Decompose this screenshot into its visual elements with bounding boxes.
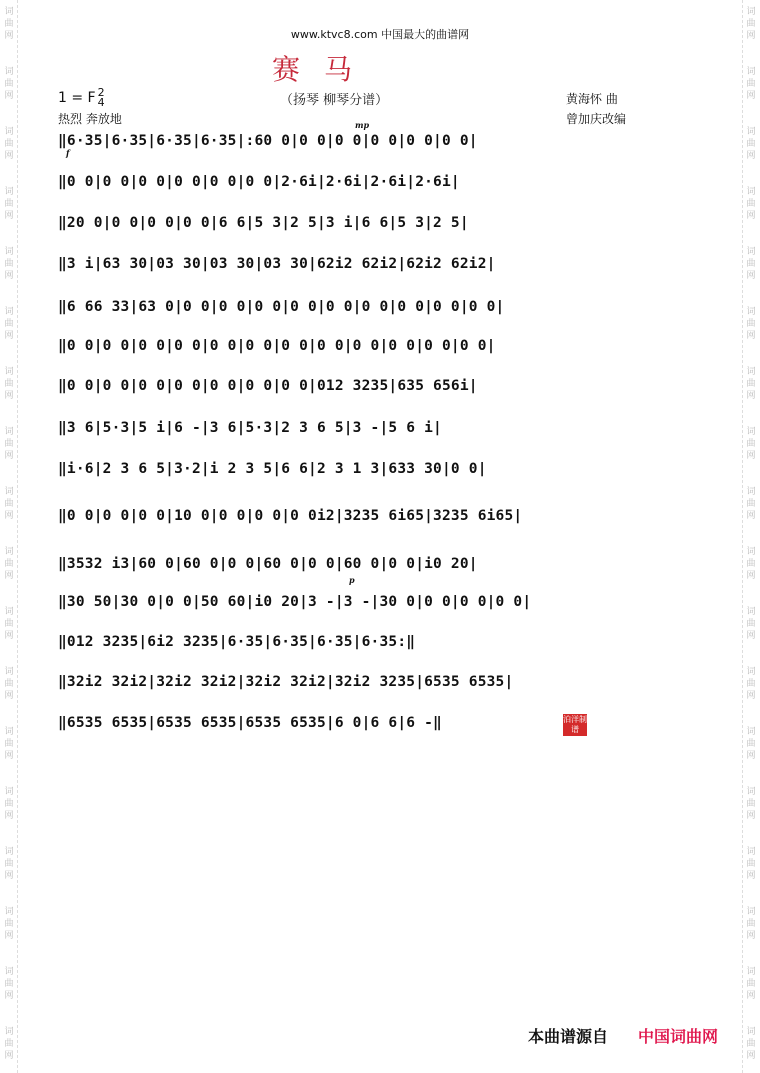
watermark-char: 词 bbox=[746, 967, 756, 977]
watermark-char: 词 bbox=[4, 487, 14, 497]
watermark-char: 词 bbox=[746, 427, 756, 437]
watermark-char: 曲 bbox=[746, 619, 756, 629]
watermark-char: 网 bbox=[4, 931, 14, 941]
watermark-char: 曲 bbox=[4, 319, 14, 329]
score-line: ‖20 0|0 0|0 0|0 0|6 6|5 3|2 5|3 i|6 6|5 3|2 5| bbox=[58, 215, 469, 231]
dynamic-f: f bbox=[66, 148, 70, 158]
watermark-char: 词 bbox=[4, 847, 14, 857]
watermark-char: 曲 bbox=[746, 259, 756, 269]
score-line: ‖6535 6535|6535 6535|6535 6535|6 0|6 6|6 -‖ bbox=[58, 715, 442, 731]
watermark-char: 网 bbox=[746, 271, 756, 281]
left-watermark-strip bbox=[0, 0, 18, 1073]
footer-site-name: 中国词曲网 bbox=[638, 1027, 719, 1046]
watermark-char: 曲 bbox=[746, 1039, 756, 1049]
watermark-char: 词 bbox=[4, 727, 14, 737]
watermark-char: 词 bbox=[746, 487, 756, 497]
watermark-char: 词 bbox=[4, 1027, 14, 1037]
watermark-char: 曲 bbox=[4, 199, 14, 209]
watermark-char: 网 bbox=[4, 511, 14, 521]
score-line: ‖6 66 33|63 0|0 0|0 0|0 0|0 0|0 0|0 0|0 0|0 0|0 0| bbox=[58, 299, 505, 315]
watermark-char: 网 bbox=[746, 451, 756, 461]
watermark-char: 曲 bbox=[746, 979, 756, 989]
watermark-char: 词 bbox=[746, 727, 756, 737]
watermark-char: 曲 bbox=[4, 919, 14, 929]
score-line: ‖3 i|63 30|03 30|03 30|03 30|62i2 62i2|62i2 62i2| bbox=[58, 256, 496, 272]
time-signature bbox=[98, 88, 105, 108]
key-text: 1 = F bbox=[58, 90, 96, 106]
dynamic-p: p bbox=[349, 575, 355, 585]
watermark-char: 词 bbox=[4, 967, 14, 977]
watermark-char: 网 bbox=[746, 931, 756, 941]
watermark-char: 网 bbox=[746, 151, 756, 161]
watermark-char: 曲 bbox=[4, 859, 14, 869]
watermark-char: 词 bbox=[746, 847, 756, 857]
watermark-char: 网 bbox=[746, 1051, 756, 1061]
watermark-char: 曲 bbox=[746, 739, 756, 749]
arranger-stamp: 泊洋制谱 bbox=[563, 715, 587, 734]
watermark-char: 词 bbox=[746, 787, 756, 797]
score-line: ‖30 50|30 0|0 0|50 60|i0 20|3 -|3 -|30 0|0 0|0 0|0 0| bbox=[58, 594, 532, 610]
watermark-char: 词 bbox=[4, 67, 14, 77]
watermark-char: 网 bbox=[4, 151, 14, 161]
watermark-char: 曲 bbox=[4, 559, 14, 569]
watermark-char: 网 bbox=[4, 391, 14, 401]
watermark-char: 网 bbox=[746, 691, 756, 701]
song-subtitle: （扬琴 柳琴分谱） bbox=[280, 93, 389, 108]
tempo-marking: 热烈 奔放地 bbox=[58, 112, 122, 126]
watermark-char: 词 bbox=[746, 547, 756, 557]
score-line: ‖6·35|6·35|6·35|6·35|:60 0|0 0|0 0|0 0|0 0|0 0| bbox=[58, 133, 478, 149]
watermark-char: 网 bbox=[746, 571, 756, 581]
watermark-char: 网 bbox=[4, 211, 14, 221]
watermark-char: 曲 bbox=[746, 859, 756, 869]
watermark-char: 曲 bbox=[4, 799, 14, 809]
watermark-char: 曲 bbox=[746, 379, 756, 389]
watermark-char: 曲 bbox=[746, 559, 756, 569]
key-signature bbox=[58, 88, 105, 108]
watermark-char: 网 bbox=[746, 631, 756, 641]
score-line: ‖0 0|0 0|0 0|0 0|0 0|0 0|0 0|012 3235|635 656i| bbox=[58, 378, 478, 394]
watermark-char: 词 bbox=[4, 907, 14, 917]
watermark-char: 网 bbox=[746, 511, 756, 521]
watermark-char: 词 bbox=[746, 1027, 756, 1037]
watermark-char: 曲 bbox=[4, 439, 14, 449]
watermark-char: 词 bbox=[4, 127, 14, 137]
watermark-char: 曲 bbox=[746, 199, 756, 209]
watermark-char: 曲 bbox=[4, 139, 14, 149]
watermark-char: 网 bbox=[4, 991, 14, 1001]
watermark-char: 词 bbox=[746, 607, 756, 617]
watermark-char: 词 bbox=[4, 7, 14, 17]
watermark-char: 网 bbox=[4, 571, 14, 581]
watermark-char: 曲 bbox=[746, 319, 756, 329]
watermark-char: 曲 bbox=[746, 139, 756, 149]
time-bottom: 4 bbox=[97, 96, 105, 109]
arranger: 曾加庆改编 bbox=[566, 112, 627, 126]
watermark-char: 网 bbox=[4, 871, 14, 881]
watermark-char: 词 bbox=[746, 307, 756, 317]
watermark-char: 词 bbox=[4, 307, 14, 317]
watermark-char: 曲 bbox=[746, 799, 756, 809]
watermark-char: 词 bbox=[4, 247, 14, 257]
watermark-char: 网 bbox=[4, 751, 14, 761]
watermark-char: 曲 bbox=[4, 499, 14, 509]
watermark-char: 词 bbox=[746, 187, 756, 197]
score-line: ‖32i2 32i2|32i2 32i2|32i2 32i2|32i2 3235|6535 6535| bbox=[58, 674, 514, 690]
site-header: www.ktvc8.com 中国最大的曲谱网 bbox=[290, 28, 470, 41]
watermark-char: 词 bbox=[746, 367, 756, 377]
watermark-char: 曲 bbox=[746, 439, 756, 449]
watermark-char: 词 bbox=[4, 367, 14, 377]
watermark-char: 网 bbox=[4, 691, 14, 701]
time-top: 2 bbox=[97, 86, 105, 99]
watermark-char: 网 bbox=[4, 331, 14, 341]
watermark-char: 网 bbox=[746, 331, 756, 341]
watermark-char: 词 bbox=[746, 67, 756, 77]
watermark-char: 曲 bbox=[4, 259, 14, 269]
score-line: ‖i·6|2 3 6 5|3·2|i 2 3 5|6 6|2 3 1 3|633 30|0 0| bbox=[58, 461, 487, 477]
watermark-char: 曲 bbox=[4, 79, 14, 89]
song-title: 赛马 bbox=[272, 53, 377, 86]
watermark-char: 曲 bbox=[746, 679, 756, 689]
watermark-char: 词 bbox=[4, 187, 14, 197]
score-line: ‖3532 i3|60 0|60 0|0 0|60 0|0 0|60 0|0 0|i0 20| bbox=[58, 556, 478, 572]
watermark-char: 词 bbox=[746, 127, 756, 137]
watermark-char: 网 bbox=[4, 451, 14, 461]
watermark-char: 网 bbox=[4, 631, 14, 641]
right-watermark-strip bbox=[742, 0, 760, 1073]
watermark-char: 曲 bbox=[746, 919, 756, 929]
watermark-char: 网 bbox=[4, 811, 14, 821]
watermark-char: 曲 bbox=[746, 19, 756, 29]
watermark-char: 词 bbox=[746, 247, 756, 257]
watermark-char: 网 bbox=[4, 91, 14, 101]
watermark-char: 网 bbox=[4, 1051, 14, 1061]
score-line: ‖0 0|0 0|0 0|0 0|0 0|0 0|0 0|0 0|0 0|0 0|0 0|0 0| bbox=[58, 338, 496, 354]
watermark-char: 曲 bbox=[4, 19, 14, 29]
composer: 黄海怀 曲 bbox=[566, 92, 618, 106]
watermark-char: 网 bbox=[746, 991, 756, 1001]
watermark-char: 网 bbox=[746, 391, 756, 401]
watermark-char: 曲 bbox=[4, 619, 14, 629]
watermark-char: 词 bbox=[4, 607, 14, 617]
score-line: ‖3 6|5·3|5 i|6 -|3 6|5·3|2 3 6 5|3 -|5 6 i| bbox=[58, 420, 442, 436]
watermark-char: 网 bbox=[746, 751, 756, 761]
watermark-char: 曲 bbox=[746, 499, 756, 509]
watermark-char: 词 bbox=[4, 787, 14, 797]
watermark-char: 曲 bbox=[746, 79, 756, 89]
score-line: ‖0 0|0 0|0 0|10 0|0 0|0 0|0 0i2|3235 6i65|3235 6i65| bbox=[58, 508, 523, 524]
watermark-char: 词 bbox=[746, 907, 756, 917]
watermark-char: 词 bbox=[746, 667, 756, 677]
score-line: ‖0 0|0 0|0 0|0 0|0 0|0 0|2·6i|2·6i|2·6i|2·6i| bbox=[58, 174, 460, 190]
watermark-char: 曲 bbox=[4, 679, 14, 689]
watermark-char: 网 bbox=[746, 211, 756, 221]
watermark-char: 网 bbox=[746, 31, 756, 41]
watermark-char: 曲 bbox=[4, 739, 14, 749]
score-line: ‖012 3235|6i2 3235|6·35|6·35|6·35|6·35:‖ bbox=[58, 634, 416, 650]
footer-source-label: 本曲谱源自 bbox=[528, 1027, 609, 1046]
watermark-char: 词 bbox=[4, 547, 14, 557]
watermark-char: 词 bbox=[746, 7, 756, 17]
watermark-char: 网 bbox=[746, 871, 756, 881]
watermark-char: 网 bbox=[4, 31, 14, 41]
watermark-char: 曲 bbox=[4, 379, 14, 389]
watermark-char: 曲 bbox=[4, 1039, 14, 1049]
watermark-char: 网 bbox=[4, 271, 14, 281]
dynamic-mp: mp bbox=[355, 120, 370, 130]
watermark-char: 词 bbox=[4, 427, 14, 437]
watermark-char: 曲 bbox=[4, 979, 14, 989]
watermark-char: 网 bbox=[746, 811, 756, 821]
watermark-char: 词 bbox=[4, 667, 14, 677]
watermark-char: 网 bbox=[746, 91, 756, 101]
